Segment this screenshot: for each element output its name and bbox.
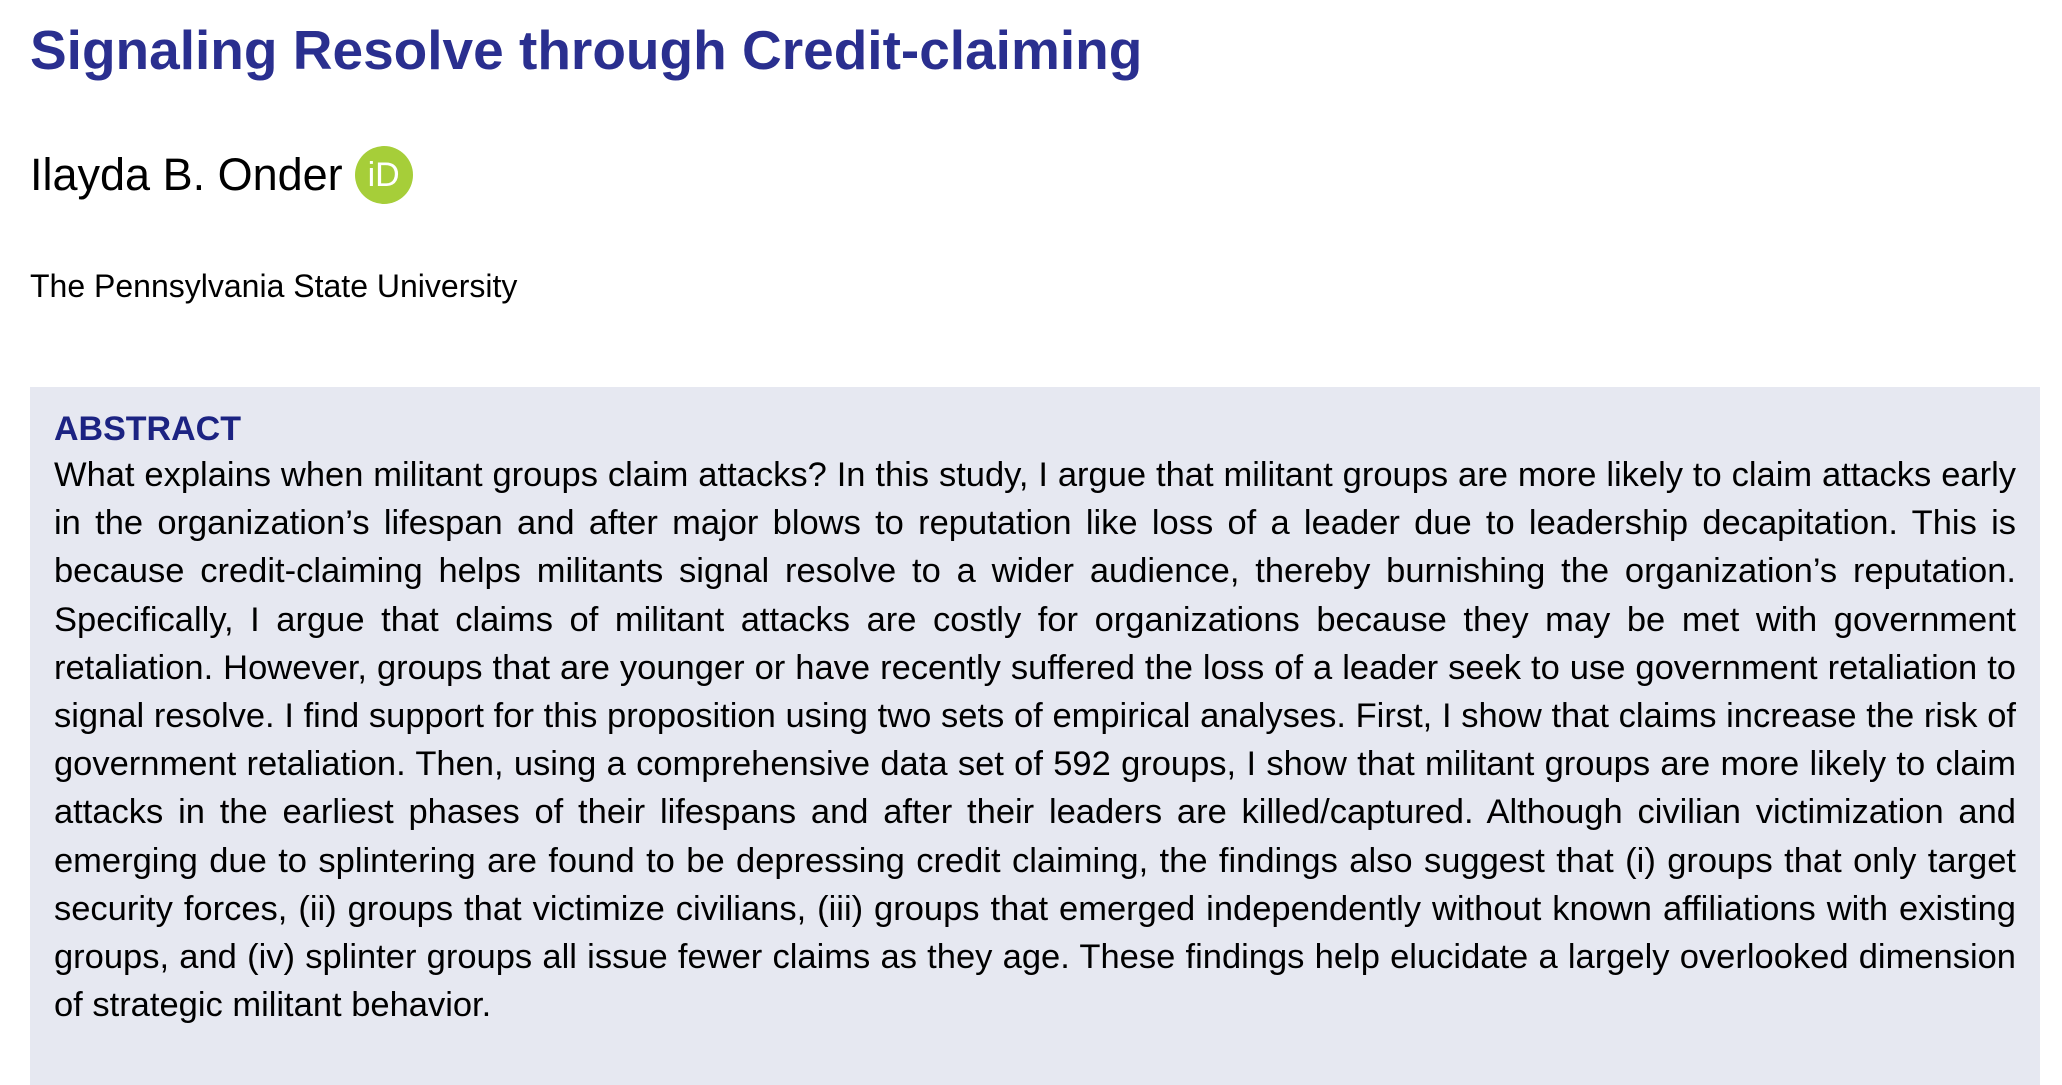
abstract-text: What explains when militant groups claim attacks? In this study, I argue that militant groups are more likely to claim attacks early in the organization’s lifespan and after major blows to reputation like loss of a leader due to leadership decapitation. This is because credit-claiming helps militants signal resolve to a wider audience, thereby burnishing the organization’s reputation. Specifically, I argue that claims of militant attacks are costly for organizations because they may be met with government retaliation. However, groups that are younger or have recently suffered the loss of a leader seek to use government retaliation to signal resolve. I find support for this proposition using two sets of empirical analyses. First, I show that claims increase the risk of government retaliation. Then, using a comprehensive data set of 592 groups, I show that militant groups are more likely to claim attacks in the earliest phases of their lifespans and after their leaders are killed/captured. Although civilian victimization and emerging due to splintering are found to be depressing credit claiming, the findings also suggest that (i) groups that only target security forces, (ii) groups that victimize civilians, (iii) groups that emerged independently without known affiliations with existing groups, and (iv) splinter groups all issue fewer claims as they age. These findings help elucidate a largely overlooked dimension of strategic militant behavior. [54, 456, 2016, 1025]
paper-title: Signaling Resolve through Credit-claiming [30, 19, 1143, 81]
orcid-icon[interactable]: iD [355, 146, 413, 204]
author-name: Ilayda B. Onder [30, 149, 343, 200]
abstract-heading: ABSTRACT [54, 410, 241, 448]
abstract-section [30, 387, 2040, 1085]
author-affiliation: The Pennsylvania State University [30, 268, 518, 304]
author-row [30, 144, 413, 206]
